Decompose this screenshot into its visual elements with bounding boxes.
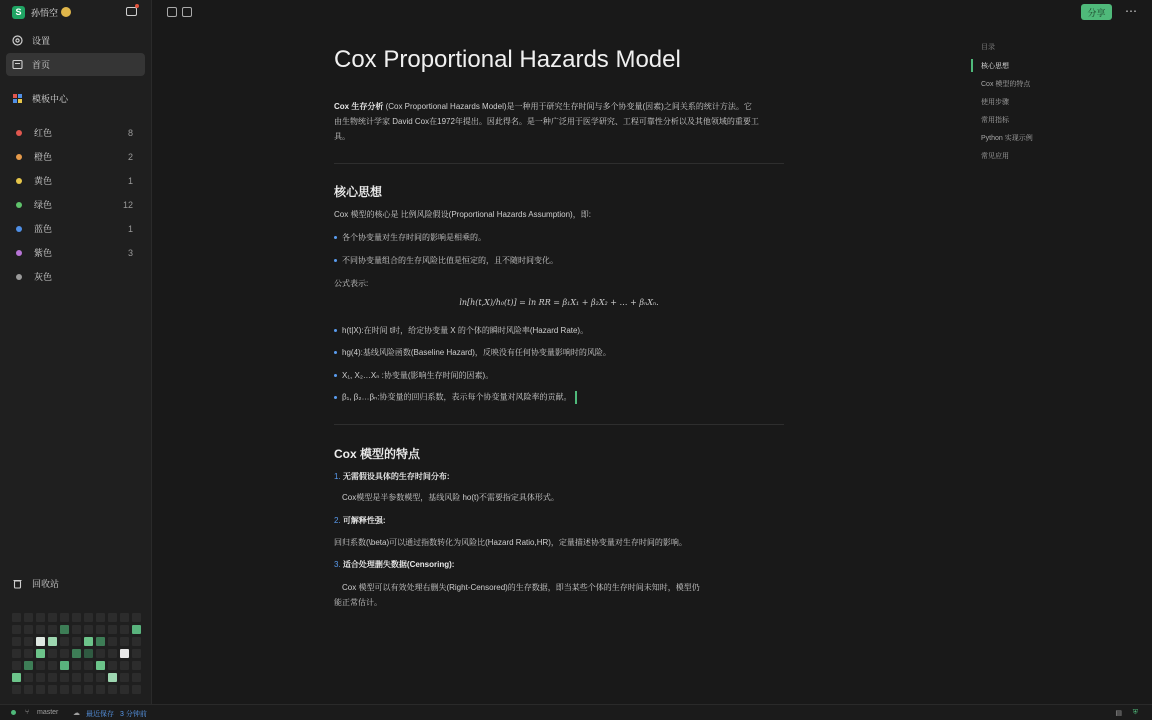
- branch-icon: ⑂: [25, 709, 30, 716]
- sidebar-item-tag[interactable]: [6, 217, 145, 240]
- heatmap-cell: [72, 661, 81, 670]
- sidebar-item-tag[interactable]: [6, 193, 145, 216]
- activity-heatmap: [12, 613, 141, 694]
- sidebar-item-tag[interactable]: [6, 145, 145, 168]
- heatmap-cell: [84, 685, 93, 694]
- feature-number: 2.: [334, 516, 341, 525]
- heatmap-cell: [72, 673, 81, 682]
- tag-color-icon: [16, 178, 22, 184]
- heatmap-cell: [48, 637, 57, 646]
- heatmap-cell: [72, 649, 81, 658]
- heatmap-cell: [60, 685, 69, 694]
- divider: [334, 163, 784, 164]
- toc-item[interactable]: Python 实现示例: [981, 135, 1033, 142]
- feature-3[interactable]: [334, 557, 784, 572]
- list-item[interactable]: 不同协变量组合的生存风险比值是恒定的，且不随时间变化。: [334, 255, 558, 266]
- heatmap-cell: [96, 685, 105, 694]
- feature-3-text[interactable]: [334, 580, 734, 610]
- sidebar-item-settings[interactable]: [6, 29, 145, 52]
- sidebar-item-tag[interactable]: [6, 241, 145, 264]
- document-icon[interactable]: ▤: [1115, 710, 1122, 717]
- list-item[interactable]: 各个协变量对生存时间的影响是相乘的。: [334, 232, 486, 243]
- heatmap-cell: [24, 649, 33, 658]
- sidebar-item-tag[interactable]: [6, 169, 145, 192]
- sync-status-dot: [11, 710, 16, 715]
- heatmap-cell: [120, 625, 129, 634]
- heatmap-cell: [12, 625, 21, 634]
- heatmap-cell: [36, 685, 45, 694]
- intro-text-3: 具。: [334, 132, 350, 141]
- heatmap-cell: [72, 613, 81, 622]
- heatmap-cell: [96, 625, 105, 634]
- trash-icon: [12, 578, 23, 589]
- heatmap-cell: [120, 649, 129, 658]
- notification-dot: [135, 4, 139, 8]
- shield-icon[interactable]: ⛨: [1132, 709, 1138, 716]
- heatmap-cell: [96, 661, 105, 670]
- sidebar-item-label: 绿色: [34, 200, 53, 210]
- heatmap-cell: [36, 673, 45, 682]
- heatmap-cell: [108, 637, 117, 646]
- heatmap-cell: [12, 673, 21, 682]
- heatmap-cell: [24, 625, 33, 634]
- heatmap-cell: [60, 613, 69, 622]
- heatmap-cell: [84, 673, 93, 682]
- toc-item[interactable]: Cox 模型的特点: [981, 81, 1031, 88]
- tag-color-icon: [16, 130, 22, 136]
- heatmap-cell: [60, 649, 69, 658]
- sidebar-item-label: 回收站: [32, 579, 60, 589]
- gear-icon: [12, 35, 23, 46]
- heatmap-cell: [120, 673, 129, 682]
- formula[interactable]: ln[h(t,X)/h₀(t)] = ln RR = β₁X₁ + β₂X₂ + … + βₙXₙ.: [459, 298, 659, 307]
- list-item[interactable]: hg(4):基线风险函数(Baseline Hazard)，反映没有任何协变量影响时的风险。: [334, 347, 611, 358]
- heatmap-cell: [48, 673, 57, 682]
- save-time: 3 分钟前: [120, 711, 147, 718]
- more-options-icon[interactable]: ⋯: [1125, 4, 1138, 18]
- app-logo: S: [12, 6, 25, 19]
- heatmap-cell: [96, 673, 105, 682]
- home-icon: [12, 59, 23, 70]
- heatmap-cell: [96, 649, 105, 658]
- heatmap-cell: [12, 613, 21, 622]
- vip-badge-icon: [61, 7, 71, 17]
- list-item[interactable]: [334, 391, 577, 404]
- image-icon[interactable]: [167, 7, 177, 17]
- heatmap-cell: [48, 613, 57, 622]
- heatmap-cell: [24, 673, 33, 682]
- heatmap-cell: [36, 649, 45, 658]
- tag-color-icon: [16, 226, 22, 232]
- heatmap-cell: [12, 649, 21, 658]
- list-item-text: β₁, β₂…βₙ:协变量的回归系数，表示每个协变量对风险率的贡献。: [342, 392, 572, 402]
- sidebar-item-tag[interactable]: [6, 265, 145, 288]
- tag-color-icon: [16, 274, 22, 280]
- tag-count: 2: [127, 151, 133, 162]
- heatmap-cell: [36, 661, 45, 670]
- toolbar: [152, 0, 1152, 24]
- core-text[interactable]: Cox 模型的核心是 比例风险假设(Proportional Hazards Assumption)，即:: [334, 210, 591, 219]
- outline-icon[interactable]: [182, 7, 192, 17]
- heading-features[interactable]: Cox 模型的特点: [334, 447, 421, 461]
- intro-paragraph[interactable]: [334, 99, 784, 144]
- feature-number: 3.: [334, 560, 341, 569]
- tag-count: 1: [127, 175, 133, 186]
- feature-2-text[interactable]: 回归系数(\beta)可以通过指数转化为风险比(Hazard Ratio,HR)，定量描述协变量对生存时间的影响。: [334, 538, 687, 547]
- sidebar-item-tag[interactable]: [6, 121, 145, 144]
- status-bar: [0, 704, 1152, 720]
- cloud-icon: ☁: [73, 710, 80, 717]
- heatmap-cell: [72, 637, 81, 646]
- heatmap-cell: [84, 613, 93, 622]
- feature-number: 1.: [334, 472, 341, 481]
- list-item[interactable]: h(t|X):在时间 t时，给定协变量 X 的个体的瞬时风险率(Hazard Rate)。: [334, 325, 588, 336]
- feature-1-text[interactable]: Cox模型是半参数模型，基线风险 ho(t)不需要指定具体形式。: [342, 493, 559, 502]
- feature-title: 适合处理删失数据(Censoring):: [342, 560, 455, 569]
- sidebar-item-trash[interactable]: [6, 572, 145, 595]
- toc-item[interactable]: 使用步骤: [981, 99, 1009, 106]
- heatmap-cell: [132, 649, 141, 658]
- heatmap-cell: [108, 685, 117, 694]
- tag-count: 12: [122, 199, 133, 210]
- feature-title: 无需假设具体的生存时间分布:: [342, 472, 450, 481]
- tag-count: 3: [127, 247, 133, 258]
- heatmap-cell: [84, 625, 93, 634]
- heatmap-cell: [108, 625, 117, 634]
- divider: [334, 424, 784, 425]
- branch-name[interactable]: master: [37, 709, 59, 716]
- heatmap-cell: [60, 625, 69, 634]
- heatmap-cell: [72, 685, 81, 694]
- heatmap-cell: [96, 637, 105, 646]
- heatmap-cell: [12, 661, 21, 670]
- template-grid-icon: [12, 93, 23, 104]
- heatmap-cell: [84, 661, 93, 670]
- page-title[interactable]: Cox Proportional Hazards Model: [334, 46, 681, 73]
- heatmap-cell: [132, 625, 141, 634]
- heatmap-cell: [108, 613, 117, 622]
- list-item[interactable]: X₁, X₂…Xₙ :协变量(影响生存时间的因素)。: [334, 370, 493, 381]
- share-button[interactable]: 分享: [1081, 4, 1112, 20]
- heatmap-cell: [36, 637, 45, 646]
- heatmap-cell: [120, 685, 129, 694]
- toc-item[interactable]: 核心思想: [981, 63, 1009, 70]
- heatmap-cell: [120, 661, 129, 670]
- intro-bold: Cox 生存分析: [334, 102, 384, 111]
- heatmap-cell: [24, 637, 33, 646]
- heatmap-cell: [60, 673, 69, 682]
- heatmap-cell: [132, 685, 141, 694]
- heatmap-cell: [108, 649, 117, 658]
- toc-item[interactable]: 常见应用: [981, 153, 1009, 160]
- text-cursor: [575, 391, 577, 404]
- toc-heading: 目录: [981, 44, 995, 51]
- heatmap-cell: [72, 625, 81, 634]
- heatmap-cell: [60, 637, 69, 646]
- sidebar: [0, 0, 152, 704]
- heatmap-cell: [108, 673, 117, 682]
- heatmap-cell: [48, 661, 57, 670]
- feature-3-line-2: 能正常估计。: [334, 598, 382, 607]
- save-status: 最近保存: [86, 711, 114, 718]
- intro-text-1: (Cox Proportional Hazards Model)是一种用于研究生存时间与多个协变量(因素)之间关系的统计方法。它: [383, 102, 752, 111]
- sidebar-item-label: 红色: [34, 128, 53, 138]
- sidebar-item-label: 模板中心: [32, 94, 69, 104]
- sidebar-item-label: 蓝色: [34, 224, 53, 234]
- sidebar-item-home[interactable]: [6, 53, 145, 76]
- heatmap-cell: [108, 661, 117, 670]
- sidebar-item-label: 紫色: [34, 248, 53, 258]
- tag-color-icon: [16, 154, 22, 160]
- heatmap-cell: [60, 661, 69, 670]
- user-name[interactable]: 孙悟空: [31, 7, 59, 18]
- heatmap-cell: [24, 613, 33, 622]
- heatmap-cell: [84, 649, 93, 658]
- heading-core[interactable]: 核心思想: [334, 185, 383, 199]
- heatmap-cell: [132, 613, 141, 622]
- sidebar-item-label: 黄色: [34, 176, 53, 186]
- sidebar-item-label: 首页: [32, 60, 51, 70]
- sidebar-item-label: 橙色: [34, 152, 53, 162]
- sidebar-item-label: 设置: [32, 36, 51, 46]
- heatmap-cell: [12, 637, 21, 646]
- heatmap-cell: [24, 685, 33, 694]
- heatmap-cell: [96, 613, 105, 622]
- feature-title: 可解释性强:: [342, 516, 386, 525]
- toc-active-indicator: [971, 59, 973, 72]
- heatmap-cell: [84, 637, 93, 646]
- toc-item[interactable]: 常用指标: [981, 117, 1009, 124]
- heatmap-cell: [12, 685, 21, 694]
- heatmap-cell: [120, 613, 129, 622]
- formula-label[interactable]: 公式表示:: [334, 279, 369, 288]
- heatmap-cell: [48, 685, 57, 694]
- tag-color-icon: [16, 250, 22, 256]
- tag-count: 1: [127, 223, 133, 234]
- heatmap-cell: [36, 613, 45, 622]
- heatmap-cell: [48, 625, 57, 634]
- intro-text-2: 由生物统计学家 David Cox在1972年提出。因此得名。是一种广泛用于医学研究、工程可靠性分析以及其他领域的重要工: [334, 117, 759, 126]
- feature-2[interactable]: [334, 513, 784, 528]
- heatmap-cell: [132, 673, 141, 682]
- tag-count: 8: [127, 127, 133, 138]
- heatmap-cell: [24, 661, 33, 670]
- heatmap-cell: [132, 661, 141, 670]
- heatmap-cell: [132, 637, 141, 646]
- feature-3-line-1: Cox 模型可以有效处理右删失(Right-Censored)的生存数据，即当某些个体的生存时间未知时，模型仍: [342, 583, 700, 592]
- sidebar-item-templates[interactable]: [6, 87, 145, 110]
- heatmap-cell: [48, 649, 57, 658]
- heatmap-cell: [36, 625, 45, 634]
- heatmap-cell: [120, 637, 129, 646]
- sidebar-item-label: 灰色: [34, 272, 53, 282]
- inbox-icon[interactable]: [126, 7, 137, 16]
- tag-color-icon: [16, 202, 22, 208]
- feature-1[interactable]: [334, 469, 784, 484]
